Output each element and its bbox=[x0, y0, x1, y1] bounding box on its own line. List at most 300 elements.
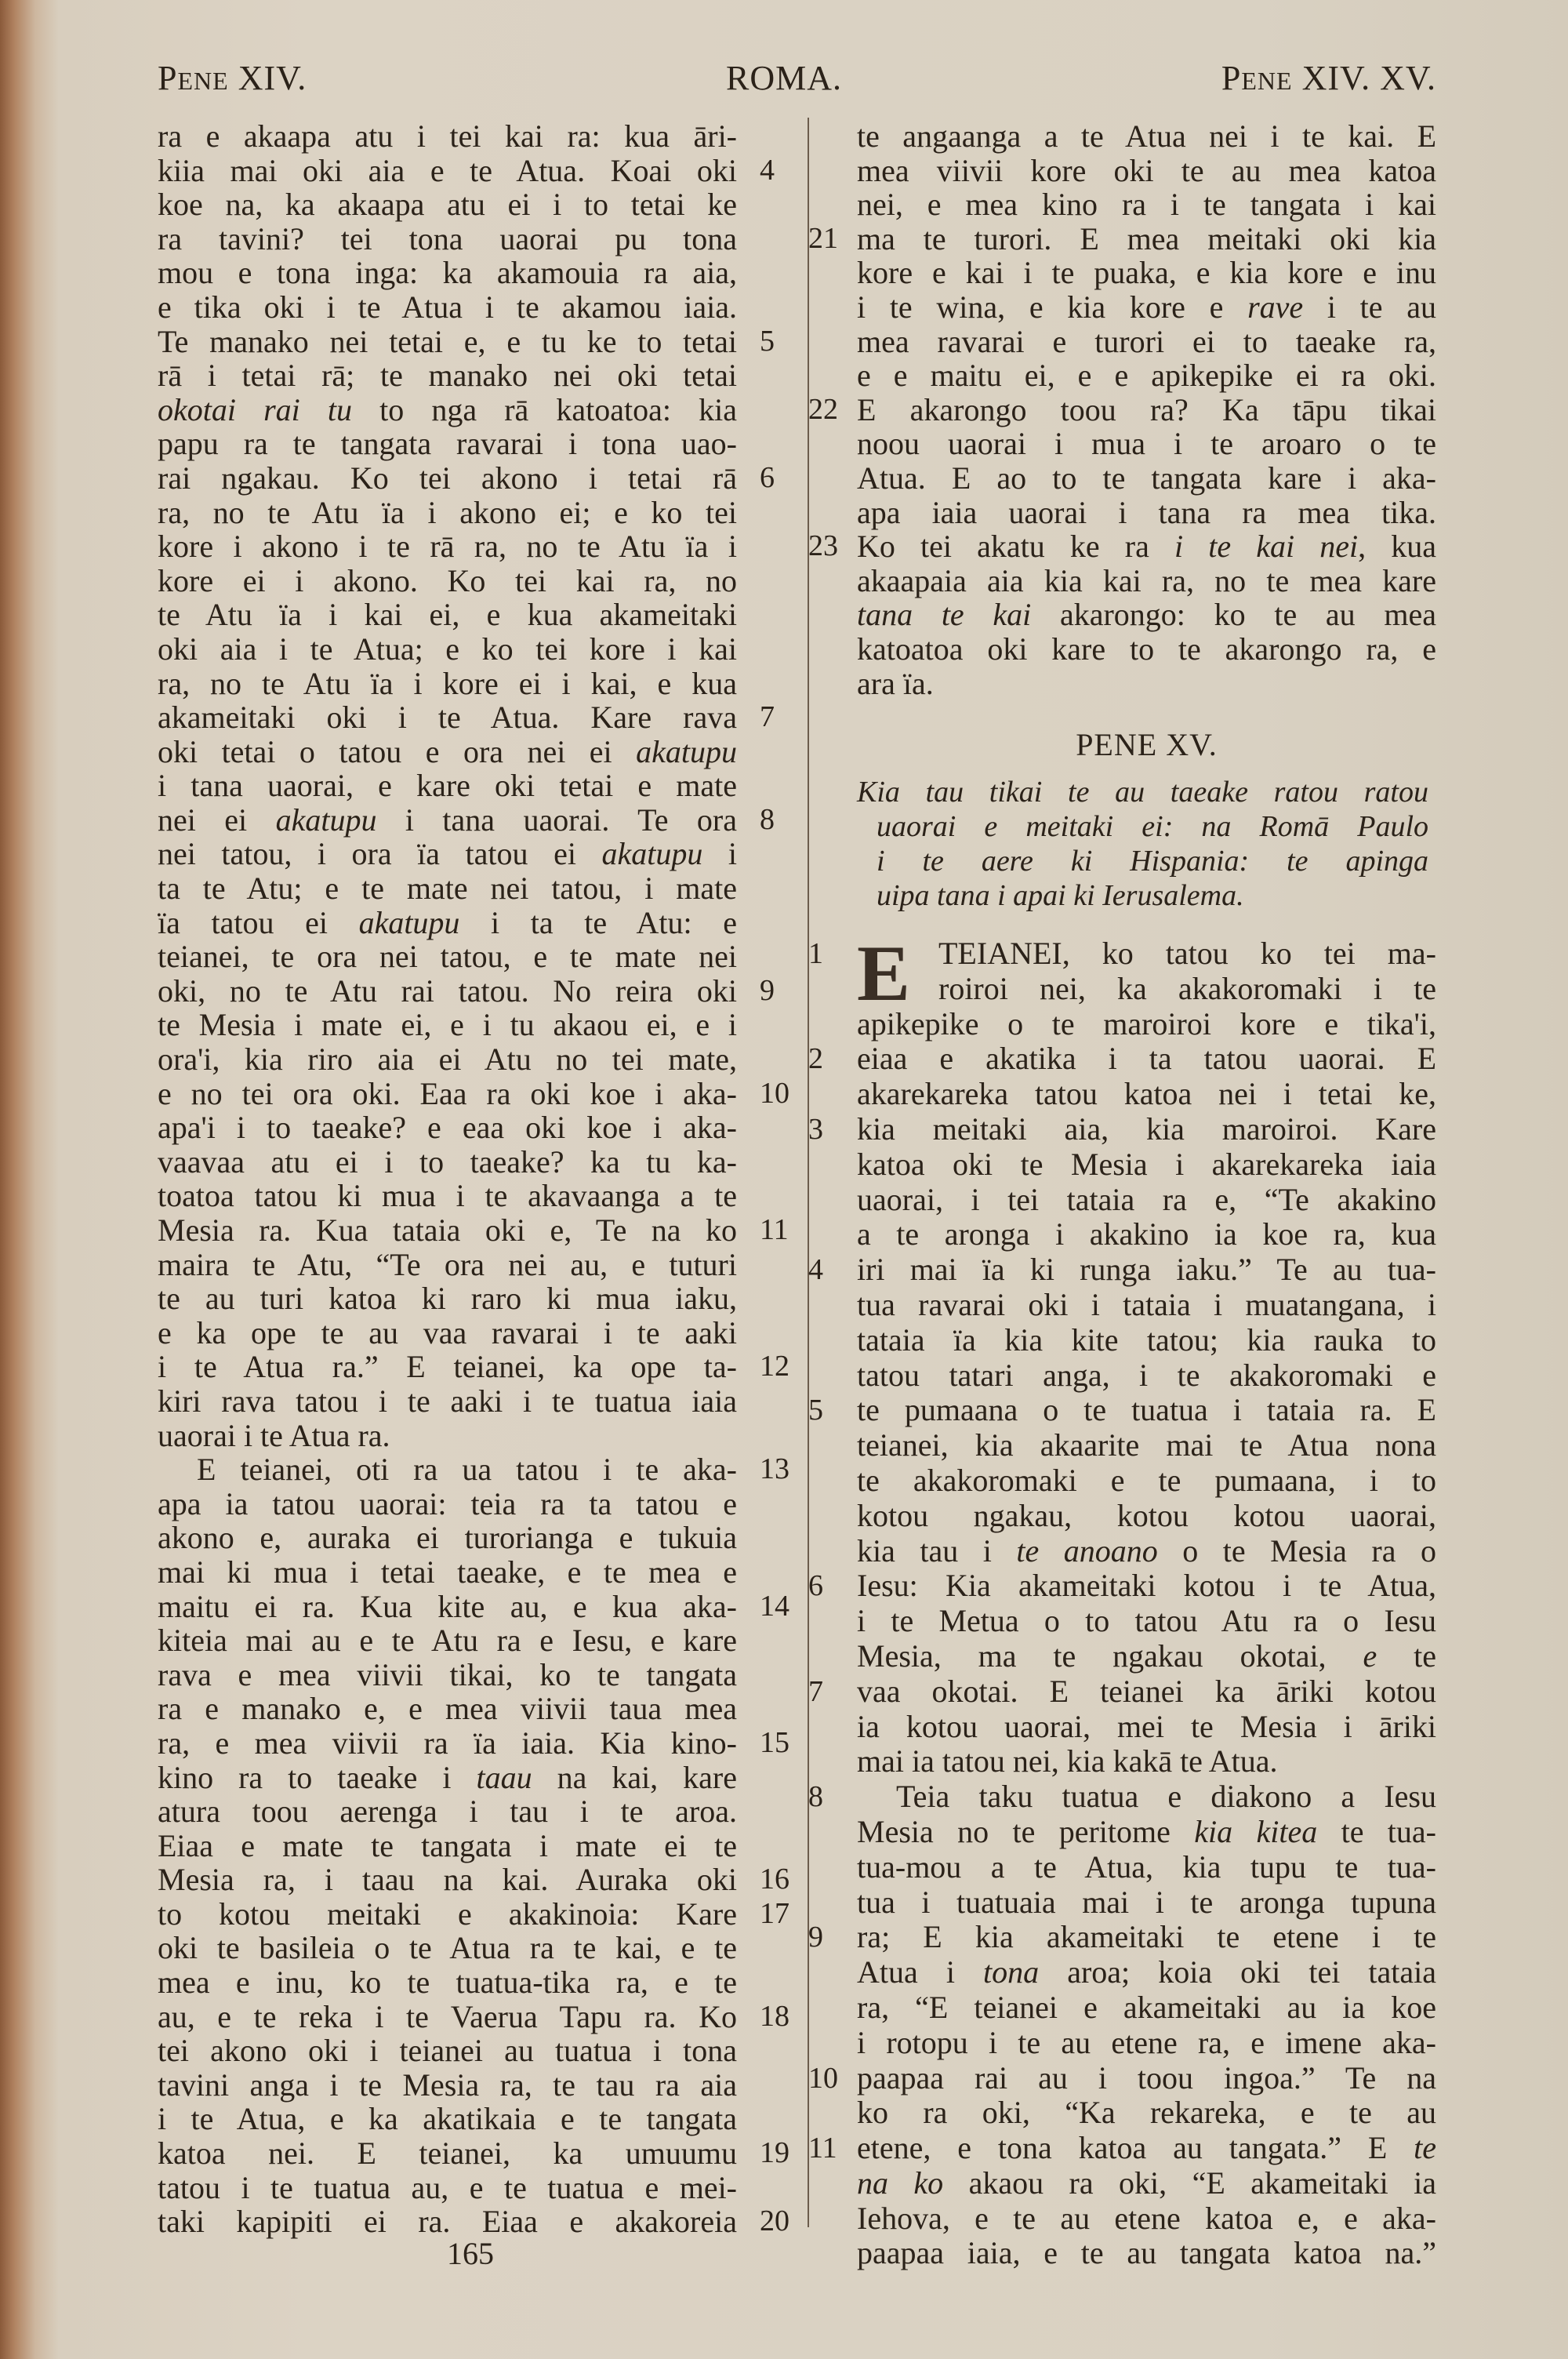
text-line bbox=[857, 1217, 1436, 1252]
text-segment: to kotou meitaki e akakinoia: Kare bbox=[158, 1896, 737, 1932]
text-line bbox=[857, 496, 1436, 530]
text-line bbox=[158, 837, 737, 871]
running-head-right bbox=[1221, 58, 1436, 98]
text-line bbox=[158, 119, 737, 154]
text-line bbox=[158, 2135, 789, 2172]
text-segment: kotou ngakau, kotou kotou uaorai, bbox=[857, 1497, 1436, 1533]
text-segment: ia kotou uaorai, mei te Mesia i āriki bbox=[857, 1708, 1436, 1744]
text-line bbox=[857, 809, 1428, 844]
text-segment: uaorai, i tei tataia ra e, “Te akakino bbox=[857, 1181, 1436, 1217]
text-segment: ra, no te Atu ïa i akono ei; e ko tei bbox=[158, 494, 737, 530]
text-segment: Te manako nei tetai e, e tu ke to tetai bbox=[158, 323, 737, 359]
text-line bbox=[857, 1147, 1436, 1183]
text-segment: kore e kai i te puaka, e kia kore e inu bbox=[857, 255, 1436, 291]
text-line bbox=[808, 1110, 1436, 1147]
text-segment: akaou ra oki, “E akameitaki ia bbox=[943, 2165, 1436, 2201]
text-line bbox=[158, 2204, 789, 2240]
text-line bbox=[158, 1931, 737, 1965]
italic-text: kia kitea bbox=[1194, 1813, 1318, 1849]
text-segment: Iehova, e te au etene katoa e, e aka- bbox=[857, 2200, 1436, 2236]
text-segment: i bbox=[702, 836, 737, 872]
running-head-left bbox=[158, 58, 307, 98]
italic-text: akatupu bbox=[636, 733, 737, 769]
verse-number: 23 bbox=[808, 529, 838, 563]
text-line bbox=[158, 871, 737, 906]
italic-text: akatupu bbox=[601, 836, 703, 872]
running-head-right-smallcaps: ENE bbox=[1241, 67, 1293, 95]
text-line bbox=[158, 2068, 737, 2103]
text-line bbox=[158, 769, 737, 803]
text-line bbox=[158, 1349, 789, 1385]
text-line bbox=[808, 1252, 1436, 1288]
text-line bbox=[158, 735, 737, 769]
verse-number: 6 bbox=[760, 460, 775, 494]
text-line bbox=[857, 358, 1436, 393]
text-line bbox=[808, 1392, 1436, 1428]
text-segment: Teia taku tuatua e diakono a Iesu bbox=[896, 1779, 1436, 1815]
text-line bbox=[158, 2171, 737, 2205]
text-line bbox=[158, 564, 737, 598]
text-segment: Eiaa e mate te tangata i mate ei te bbox=[158, 1827, 737, 1863]
text-line bbox=[808, 1673, 1436, 1710]
text-segment: maira te Atu, “Te ora nei au, e tuturi bbox=[158, 1246, 737, 1282]
text-segment: ra, “E teianei e akameitaki au ia koe bbox=[857, 1989, 1436, 2025]
running-head-right-initial: P bbox=[1221, 59, 1242, 97]
text-segment: , kua bbox=[1358, 529, 1436, 565]
italic-text: tona bbox=[983, 1954, 1040, 1990]
text-line bbox=[158, 152, 775, 188]
text-segment: akameitaki oki i te Atua. Kare rava bbox=[158, 700, 737, 736]
text-line bbox=[808, 1919, 1436, 1955]
text-line bbox=[857, 1077, 1436, 1112]
text-line bbox=[857, 1463, 1436, 1499]
text-line bbox=[158, 1179, 737, 1213]
text-segment: noou uaorai i mua i te aroaro o te bbox=[857, 426, 1436, 462]
page-number: 165 bbox=[447, 2236, 494, 2271]
text-line bbox=[857, 119, 1436, 154]
text-line bbox=[857, 1428, 1436, 1463]
text-segment: Ko tei akatu ke ra bbox=[857, 529, 1174, 565]
text-segment: E akarongo toou ra? Ka tāpu tikai bbox=[857, 391, 1436, 427]
italic-text: na ko bbox=[857, 2165, 944, 2201]
verse-number: 22 bbox=[808, 392, 838, 426]
text-line bbox=[857, 1744, 1436, 1779]
text-line bbox=[158, 427, 737, 461]
text-segment: kiri rava tatou i te aaki i te tuatua iaia bbox=[158, 1383, 737, 1419]
text-line bbox=[158, 1521, 737, 1555]
running-head-left-initial: P bbox=[158, 59, 178, 97]
text-segment: te Atu ïa i kai ei, e kua akameitaki bbox=[158, 597, 737, 633]
text-segment: Iesu: Kia akameitaki kotou i te Atua, bbox=[857, 1568, 1436, 1604]
text-segment: kia tau i bbox=[857, 1532, 1017, 1568]
text-line bbox=[158, 1110, 737, 1145]
left-column bbox=[158, 118, 789, 2240]
text-segment: oki tetai o tatou e ora nei ei bbox=[158, 733, 637, 769]
text-line bbox=[158, 222, 737, 256]
verse-number: 5 bbox=[760, 324, 775, 358]
text-segment: te tua- bbox=[1317, 1813, 1436, 1849]
text-segment: E teianei, oti ra ua tatou i te aka- bbox=[197, 1452, 737, 1488]
verse-number: 7 bbox=[760, 700, 775, 734]
text-segment: ora'i, kia riro aia ei Atu no tei mate, bbox=[158, 1041, 737, 1078]
text-line bbox=[857, 187, 1436, 222]
text-line bbox=[857, 1710, 1436, 1745]
text-segment: tatou tatari anga, i te akakoromaki e bbox=[857, 1357, 1436, 1393]
text-segment: ra tavini? tei tona uaorai pu tona bbox=[158, 220, 737, 256]
text-segment: tua ravarai oki i tataia i muatangana, i bbox=[857, 1286, 1436, 1322]
text-segment: teianei, kia akaarite mai te Atua nona bbox=[857, 1427, 1436, 1463]
text-line bbox=[857, 427, 1436, 461]
text-segment: akono e, auraka ei turorianga e tukuia bbox=[158, 1520, 737, 1556]
text-line bbox=[158, 1692, 737, 1726]
text-segment: Mesia, ma te ngakau okotai, bbox=[857, 1637, 1363, 1674]
text-segment: mai ia tatou nei, kia kakā te Atua. bbox=[857, 1743, 1278, 1779]
verse-number: 20 bbox=[760, 2205, 789, 2238]
text-segment: paapaa rai au i toou ingoa.” Te na bbox=[857, 2059, 1436, 2095]
text-segment: te akakoromaki e te pumaana, i to bbox=[857, 1462, 1436, 1498]
text-segment: ra e akaapa atu i tei kai ra: kua āri- bbox=[158, 118, 737, 154]
running-head-left-chapter: XIV. bbox=[228, 59, 307, 97]
text-segment: akarekareka tatou katoa nei i tetai ke, bbox=[857, 1076, 1436, 1112]
text-segment: etene, e tona katoa au tangata.” E bbox=[857, 2130, 1414, 2166]
verse-number: 11 bbox=[808, 2132, 837, 2165]
text-segment: ïa tatou ei bbox=[158, 904, 359, 940]
italic-text: akatupu bbox=[275, 801, 377, 838]
text-line bbox=[158, 632, 737, 667]
text-line bbox=[857, 1007, 1436, 1042]
text-line bbox=[158, 906, 737, 940]
text-segment: uaorai e meitaki ei: na Romā Paulo bbox=[877, 810, 1428, 843]
text-segment: nei tatou, i ora ïa tatou ei bbox=[158, 836, 602, 872]
text-segment: i tana uaorai, e kare oki tetai e mate bbox=[158, 768, 737, 804]
text-segment: tua i tuatuaia mai i te aronga tupuna bbox=[857, 1884, 1436, 1920]
text-segment: mou e tona inga: ka akamouia ra aia, bbox=[158, 255, 737, 291]
text-segment: ara ïa. bbox=[857, 665, 934, 701]
text-segment: uaorai i te Atua ra. bbox=[158, 1417, 390, 1453]
text-line bbox=[158, 1145, 737, 1180]
text-line bbox=[857, 2201, 1436, 2237]
text-segment: tavini anga i te Mesia ra, te tau ra aia bbox=[158, 2066, 737, 2103]
text-line bbox=[158, 529, 737, 564]
text-segment: mea viivii kore oki te au mea katoa bbox=[857, 152, 1436, 188]
text-segment: ra e manako e, e mea viivii taua mea bbox=[158, 1691, 737, 1727]
text-line bbox=[857, 1955, 1436, 1990]
text-line bbox=[158, 1862, 789, 1898]
text-segment: katoa nei. E teianei, ka umuumu bbox=[158, 2135, 737, 2172]
text-line bbox=[158, 1384, 737, 1419]
text-segment: akarongo: ko te au mea bbox=[1031, 597, 1436, 633]
verse-number: 3 bbox=[808, 1112, 823, 1146]
verse-number: 14 bbox=[760, 1589, 789, 1623]
italic-text: te anoano bbox=[1016, 1532, 1158, 1568]
text-line bbox=[857, 1323, 1436, 1358]
text-segment: a te aronga i akakino ia koe ra, kua bbox=[857, 1216, 1436, 1252]
text-segment: apa ia tatou uaorai: teia ra ta tatou e bbox=[158, 1485, 737, 1521]
verse-number: 19 bbox=[760, 2136, 789, 2170]
verse-number: 4 bbox=[760, 153, 775, 187]
text-line bbox=[158, 1623, 737, 1658]
verse-number: 11 bbox=[760, 1213, 789, 1246]
text-line bbox=[857, 2095, 1436, 2131]
text-line bbox=[857, 1850, 1436, 1885]
text-segment: TEIANEI, ko tatou ko tei ma- bbox=[938, 936, 1436, 971]
text-segment: kore ei i akono. Ko tei kai ra, no bbox=[158, 562, 737, 598]
text-segment: e ka ope te au vaa ravarai i te aaki bbox=[158, 1314, 737, 1350]
text-line bbox=[857, 1885, 1436, 1921]
text-line bbox=[158, 393, 737, 427]
text-line bbox=[808, 936, 1436, 972]
text-segment: ra, no te Atu ïa i kore ei i kai, e kua bbox=[158, 665, 737, 701]
text-segment: aroa; koia oki tei tataia bbox=[1039, 1954, 1436, 1990]
text-segment: apa'i i to taeake? e eaa oki koe i aka- bbox=[158, 1110, 737, 1146]
text-line bbox=[158, 1794, 737, 1829]
text-line bbox=[158, 972, 775, 1009]
verse-number: 7 bbox=[808, 1674, 823, 1708]
italic-text: e bbox=[1363, 1637, 1377, 1674]
verse-number: 9 bbox=[808, 1921, 823, 1954]
text-segment: nei, e mea kino ra i te tangata i kai bbox=[857, 187, 1436, 223]
text-line bbox=[808, 2130, 1436, 2166]
text-line bbox=[857, 1534, 1436, 1569]
text-segment: eiaa e akatika i ta tatou uaorai. E bbox=[857, 1041, 1436, 1077]
text-segment: e tika oki i te Atua i te akamou iaia. bbox=[158, 289, 737, 325]
text-segment: kiteia mai au e te Atu ra e Iesu, e kare bbox=[158, 1623, 737, 1659]
text-segment: tei akono oki i teianei au tuatua i tona bbox=[158, 2033, 737, 2069]
chapter-summary bbox=[857, 775, 1428, 913]
text-segment: teianei, te ora nei tatou, e te mate nei bbox=[158, 939, 737, 975]
text-segment: te bbox=[1377, 1637, 1436, 1674]
text-segment: Atua. E ao to te tangata kare i aka- bbox=[857, 460, 1436, 496]
text-line bbox=[808, 1568, 1436, 1604]
verse-number: 9 bbox=[760, 973, 775, 1007]
text-segment: ra, e mea viivii ra ïa iaia. Kia kino- bbox=[158, 1725, 737, 1761]
text-line bbox=[857, 564, 1436, 598]
text-line bbox=[808, 220, 1436, 256]
text-line bbox=[158, 496, 737, 530]
text-line bbox=[857, 461, 1436, 496]
text-segment: e no tei ora oki. Eaa ra oki koe i aka- bbox=[158, 1075, 737, 1111]
italic-text: okotai rai tu bbox=[158, 391, 353, 427]
text-line bbox=[158, 290, 737, 325]
text-line bbox=[857, 1604, 1436, 1639]
column-divider bbox=[808, 118, 809, 2227]
text-segment: te angaanga a te Atua nei i te kai. E bbox=[857, 118, 1436, 154]
verse-number: 2 bbox=[808, 1042, 823, 1076]
text-line bbox=[158, 1419, 737, 1453]
text-line bbox=[857, 1815, 1436, 1850]
verse-number: 5 bbox=[808, 1394, 823, 1427]
verse-number: 10 bbox=[808, 2061, 838, 2095]
text-segment: vaavaa atu ei i to taeake? ka tu ka- bbox=[158, 1143, 737, 1180]
verse-number: 16 bbox=[760, 1863, 789, 1896]
text-line bbox=[158, 256, 737, 290]
text-segment: kore i akono i te rā ra, no te Atu ïa i bbox=[158, 529, 737, 565]
text-line bbox=[158, 700, 775, 736]
text-segment: katoatoa oki kare to te akarongo ra, e bbox=[857, 631, 1436, 667]
text-line bbox=[158, 1998, 789, 2034]
text-line bbox=[158, 187, 737, 222]
text-line bbox=[158, 1896, 789, 1932]
italic-text: i te kai nei bbox=[1174, 529, 1359, 565]
verse-number: 17 bbox=[760, 1896, 789, 1930]
text-segment: Kia tau tikai te au taeake ratou ratou bbox=[857, 776, 1428, 809]
text-segment: kino ra to taeake i bbox=[158, 1759, 477, 1795]
text-segment: kia meitaki aia, kia maroiroi. Kare bbox=[857, 1110, 1436, 1147]
text-line bbox=[158, 1281, 737, 1316]
drop-cap: E bbox=[857, 929, 911, 1018]
text-line bbox=[158, 460, 775, 496]
verse-number: 1 bbox=[808, 937, 823, 970]
text-line bbox=[158, 358, 737, 393]
text-line bbox=[158, 1588, 789, 1624]
text-segment: maitu ei ra. Kua kite au, e kua aka- bbox=[158, 1588, 737, 1624]
text-segment: i rotopu i te au etene ra, e imene aka- bbox=[857, 2024, 1436, 2060]
text-line bbox=[857, 1499, 1436, 1534]
text-line bbox=[158, 1248, 737, 1282]
text-line bbox=[857, 1183, 1436, 1218]
text-line bbox=[857, 2026, 1436, 2061]
text-segment: oki aia i te Atua; e ko tei kore i kai bbox=[158, 631, 737, 667]
text-line bbox=[158, 1075, 789, 1111]
text-segment: mea e inu, ko te tuatua-tika ra, e te bbox=[158, 1965, 737, 2001]
text-line bbox=[158, 1316, 737, 1350]
verse-number: 13 bbox=[760, 1452, 789, 1486]
text-line bbox=[158, 2102, 737, 2136]
text-line bbox=[158, 1452, 789, 1488]
text-line bbox=[808, 1041, 1436, 1077]
text-line bbox=[158, 1829, 737, 1863]
text-line bbox=[857, 1288, 1436, 1323]
italic-text: taau bbox=[476, 1759, 532, 1795]
text-line bbox=[158, 1965, 737, 2000]
text-line bbox=[857, 154, 1436, 188]
text-segment: i te Atua, e ka akatikaia e te tangata bbox=[158, 2101, 737, 2137]
text-segment: i tana uaorai. Te ora bbox=[376, 801, 738, 838]
text-segment: na kai, kare bbox=[532, 1759, 737, 1795]
text-line bbox=[158, 1487, 737, 1521]
text-segment: ma te turori. E mea meitaki oki kia bbox=[857, 220, 1436, 256]
text-line bbox=[857, 972, 1436, 1007]
text-segment: Mesia no te peritome bbox=[857, 1813, 1195, 1849]
text-segment: akaapaia aia kia kai ra, no te mea kare bbox=[857, 562, 1436, 598]
text-line bbox=[857, 325, 1436, 359]
text-segment: ta te Atu; e te mate nei tatou, i mate bbox=[158, 871, 737, 907]
text-segment: toatoa tatou ki mua i te akavaanga a te bbox=[158, 1178, 737, 1214]
text-segment: tatou i te tuatua au, e te tuatua e mei- bbox=[158, 2169, 737, 2205]
verse-number: 15 bbox=[760, 1725, 789, 1759]
text-segment: kiia mai oki aia e te Atua. Koai oki bbox=[158, 152, 737, 188]
text-segment: roiroi nei, ka akakoromaki i te bbox=[938, 970, 1436, 1006]
right-column-chapter-15 bbox=[808, 929, 1436, 2271]
text-segment: koe na, ka akaapa atu ei i to tetai ke bbox=[158, 187, 737, 223]
running-head-book-title: ROMA. bbox=[725, 59, 843, 97]
text-segment: e e maitu ei, e e apikepike ei ra oki. bbox=[857, 358, 1436, 394]
italic-text: akatupu bbox=[358, 904, 460, 940]
text-segment: i ta te Atu: e bbox=[459, 904, 738, 940]
text-line bbox=[158, 1212, 789, 1248]
text-line bbox=[857, 290, 1436, 325]
text-segment: rai ngakau. Ko tei akono i tetai rā bbox=[158, 460, 737, 496]
text-segment: rava e mea viivii tikai, ko te tangata bbox=[158, 1656, 737, 1692]
text-line bbox=[857, 667, 1436, 701]
text-segment: Atua i bbox=[857, 1954, 984, 1990]
text-line bbox=[857, 1990, 1436, 2026]
text-segment: vaa okotai. E teianei ka āriki kotou bbox=[857, 1673, 1436, 1709]
text-line bbox=[158, 667, 737, 701]
text-segment: oki, no te Atu rai tatou. No reira oki bbox=[158, 972, 737, 1009]
running-head-left-smallcaps: ENE bbox=[177, 67, 229, 95]
text-line bbox=[857, 632, 1436, 667]
text-segment: apa iaia uaorai i tana ra mea tika. bbox=[857, 494, 1436, 530]
text-line bbox=[158, 801, 775, 838]
text-segment: i te aere ki Hispania: te apinga bbox=[877, 845, 1428, 878]
text-segment: uipa tana i apai ki Ierusalema. bbox=[877, 879, 1244, 912]
text-line bbox=[158, 1761, 737, 1795]
text-line bbox=[158, 323, 775, 359]
text-line bbox=[158, 940, 737, 974]
text-segment: i te Metua o to tatou Atu ra o Iesu bbox=[857, 1603, 1436, 1639]
text-segment: te Mesia i mate ei, e i tu akaou ei, e i bbox=[158, 1007, 737, 1043]
running-head-right-chapter: XIV. XV. bbox=[1292, 59, 1436, 97]
text-line bbox=[808, 529, 1436, 565]
text-segment: rā i tetai rā; te manako nei oki tetai bbox=[158, 358, 737, 394]
text-segment: o te Mesia ra o bbox=[1157, 1532, 1436, 1568]
text-line bbox=[808, 2059, 1436, 2096]
text-line bbox=[158, 1042, 737, 1077]
text-segment: ra; E kia akameitaki te etene i te bbox=[857, 1919, 1436, 1955]
text-line bbox=[857, 256, 1436, 290]
text-segment: Mesia ra, i taau na kai. Auraka oki bbox=[158, 1862, 737, 1898]
text-segment: mai ki mua i tetai taeake, e te mea e bbox=[158, 1554, 737, 1590]
text-line bbox=[158, 1555, 737, 1590]
text-segment: i te au bbox=[1303, 289, 1437, 325]
italic-text: tana te kai bbox=[857, 597, 1032, 633]
italic-text: te bbox=[1414, 2130, 1436, 2166]
verse-number: 18 bbox=[760, 1999, 789, 2033]
text-segment: te au turi katoa ki raro ki mua iaku, bbox=[158, 1281, 737, 1317]
text-segment: taki kapipiti ei ra. Eiaa e akakoreia bbox=[158, 2204, 737, 2240]
text-line bbox=[857, 2166, 1436, 2201]
text-line bbox=[158, 598, 737, 632]
text-segment: tataia ïa kia kite tatou; kia rauka to bbox=[857, 1321, 1436, 1358]
chapter-heading: PENE XV. bbox=[1076, 727, 1218, 762]
text-segment: te pumaana o te tuatua i tataia ra. E bbox=[857, 1392, 1436, 1428]
verse-number: 8 bbox=[808, 1780, 823, 1814]
text-segment: to nga rā katoatoa: kia bbox=[352, 391, 737, 427]
text-segment: katoa oki te Mesia i akarekareka iaia bbox=[857, 1146, 1436, 1182]
text-line bbox=[158, 2034, 737, 2068]
text-line bbox=[158, 1008, 737, 1042]
verse-number: 12 bbox=[760, 1350, 789, 1383]
verse-number: 10 bbox=[760, 1076, 789, 1110]
text-segment: nei ei bbox=[158, 801, 276, 838]
text-segment: i te Atua ra.” E teianei, ka ope ta- bbox=[158, 1349, 737, 1385]
verse-number: 21 bbox=[808, 221, 838, 255]
right-column-chapter-14-end bbox=[808, 118, 1437, 701]
verse-number: 8 bbox=[760, 802, 775, 836]
text-segment: mea ravarai e turori ei to taeake ra, bbox=[857, 323, 1436, 359]
text-line bbox=[857, 844, 1428, 878]
text-line bbox=[857, 775, 1428, 809]
text-segment: atura toou aerenga i tau i te aroa. bbox=[158, 1794, 737, 1830]
text-segment: tua-mou a te Atua, kia tupu te tua- bbox=[857, 1848, 1436, 1885]
text-segment: Mesia ra. Kua tataia oki e, Te na ko bbox=[158, 1212, 737, 1248]
text-line bbox=[857, 598, 1436, 632]
verse-number: 4 bbox=[808, 1253, 823, 1287]
text-segment: papu ra te tangata ravarai i tona uao- bbox=[158, 426, 737, 462]
text-line bbox=[857, 878, 1428, 913]
text-segment: ko ra oki, “Ka rekareka, e te au bbox=[857, 2095, 1436, 2131]
